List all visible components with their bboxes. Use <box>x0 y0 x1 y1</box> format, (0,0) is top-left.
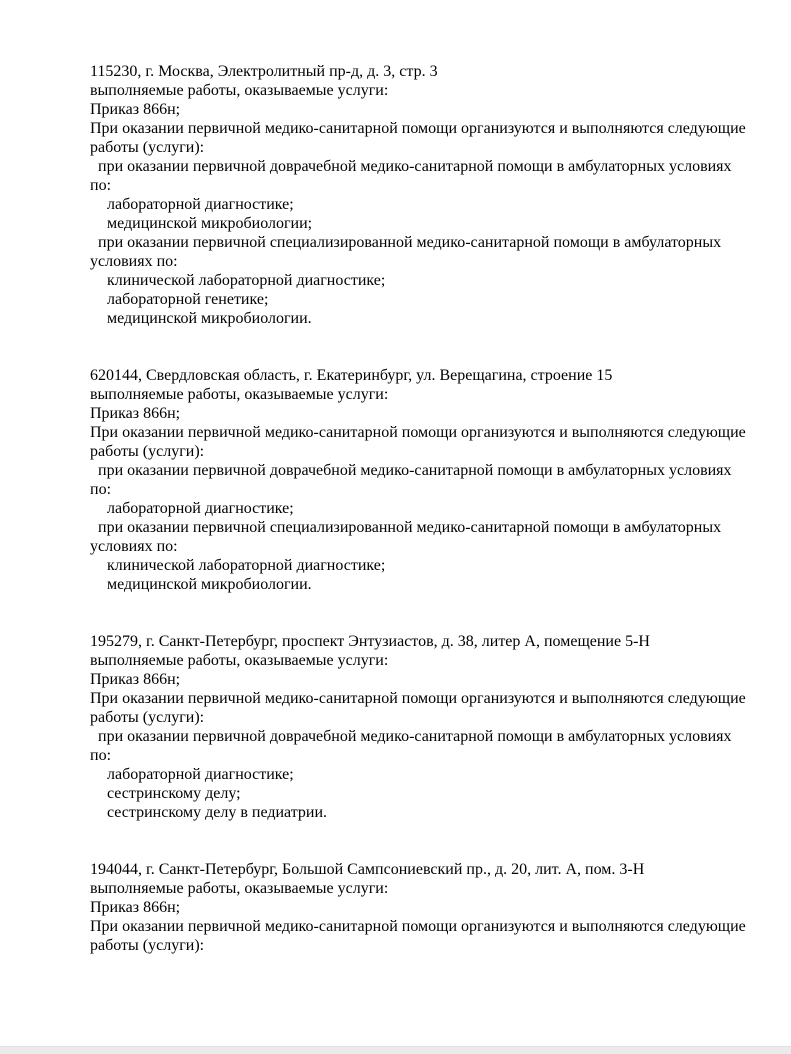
block-lines <box>90 879 750 955</box>
text-line: клинической лабораторной диагностике; <box>107 557 386 574</box>
text-line: медицинской микробиологии; <box>107 215 313 232</box>
block-lines <box>90 651 750 822</box>
text-line: Приказ 866н; <box>90 671 181 688</box>
block-lines <box>90 81 750 328</box>
block-lines <box>90 385 750 594</box>
text-line: сестринскому делу; <box>107 785 241 802</box>
text-line: лабораторной генетике; <box>107 291 269 308</box>
text-line: Приказ 866н; <box>90 899 181 916</box>
text-line: медицинской микробиологии. <box>107 310 312 327</box>
text-line: При оказании первичной медико-санитарной помощи организуются и выполняются следующие работы (услуги): <box>90 918 746 954</box>
text-line: медицинской микробиологии. <box>107 576 312 593</box>
text-line: при оказании первичной доврачебной медико-санитарной помощи в амбулаторных условиях по: <box>90 462 732 498</box>
license-block <box>90 860 750 955</box>
text-line: выполняемые работы, оказываемые услуги: <box>90 82 389 99</box>
text-line: при оказании первичной доврачебной медико-санитарной помощи в амбулаторных условиях по: <box>90 728 732 764</box>
address-line: 620144, Свердловская область, г. Екатеринбург, ул. Верещагина, строение 15 <box>90 367 613 384</box>
text-line: выполняемые работы, оказываемые услуги: <box>90 652 389 669</box>
address-line: 115230, г. Москва, Электролитный пр-д, д. 3, стр. 3 <box>90 63 438 80</box>
text-line: клинической лабораторной диагностике; <box>107 272 386 289</box>
text-line: лабораторной диагностике; <box>107 500 294 517</box>
text-line: лабораторной диагностике; <box>107 766 294 783</box>
license-block <box>90 366 750 594</box>
text-line: лабораторной диагностике; <box>107 196 294 213</box>
text-line: При оказании первичной медико-санитарной помощи организуются и выполняются следующие работы (услуги): <box>90 690 746 726</box>
text-line: при оказании первичной специализированной медико-санитарной помощи в амбулаторных условиях по: <box>90 234 722 270</box>
text-line: Приказ 866н; <box>90 405 181 422</box>
footer-strip <box>0 1046 791 1054</box>
text-line: при оказании первичной доврачебной медико-санитарной помощи в амбулаторных условиях по: <box>90 158 732 194</box>
license-block <box>90 632 750 822</box>
address-line: 195279, г. Санкт-Петербург, проспект Энтузиастов, д. 38, литер А, помещение 5-Н <box>90 633 650 650</box>
text-line: при оказании первичной специализированной медико-санитарной помощи в амбулаторных условиях по: <box>90 519 722 555</box>
text-line: выполняемые работы, оказываемые услуги: <box>90 880 389 897</box>
license-block <box>90 62 750 328</box>
text-line: сестринскому делу в педиатрии. <box>107 804 328 821</box>
license-blocks <box>90 62 750 955</box>
text-line: При оказании первичной медико-санитарной помощи организуются и выполняются следующие работы (услуги): <box>90 120 746 156</box>
address-line: 194044, г. Санкт-Петербург, Большой Сампсониевский пр., д. 20, лит. А, пом. 3-Н <box>90 861 645 878</box>
text-line: При оказании первичной медико-санитарной помощи организуются и выполняются следующие работы (услуги): <box>90 424 746 460</box>
text-line: выполняемые работы, оказываемые услуги: <box>90 386 389 403</box>
text-line: Приказ 866н; <box>90 101 181 118</box>
